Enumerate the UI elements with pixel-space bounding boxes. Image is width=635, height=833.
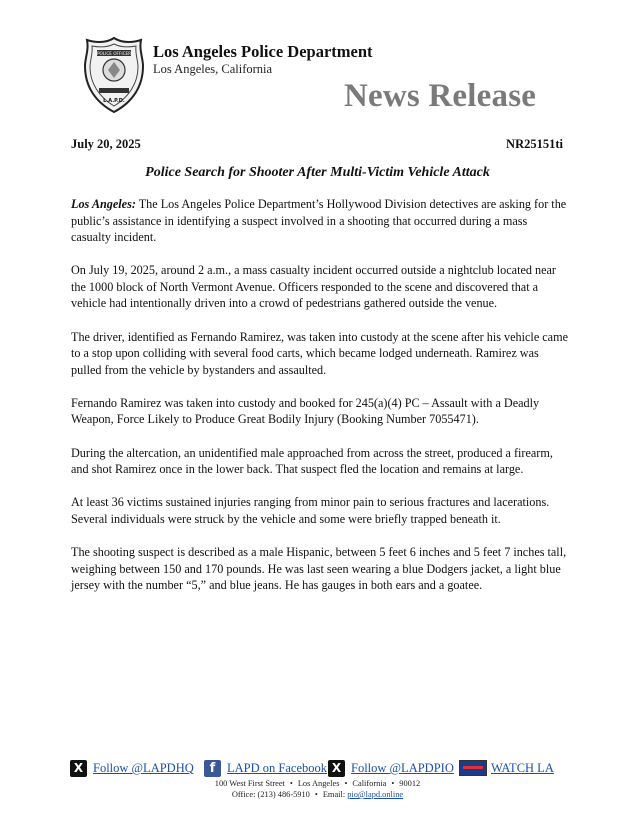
paragraph-suspect-description: The shooting suspect is described as a male Hispanic, between 5 feet 6 inches and 5 feet 7 inches tall, weighing between 150 and 170 pounds. He was last seen wearing a blue Dodgers jacket, a light blue jersey with the number “5,” and blue jeans. He has gauges in both ears and a goatee. bbox=[71, 544, 567, 593]
footer-contact bbox=[0, 790, 635, 799]
email-label: Email: bbox=[322, 790, 346, 799]
release-date: July 20, 2025 bbox=[71, 137, 141, 151]
paragraph-victims: At least 36 victims sustained injuries ranging from minor pain to serious fractures and lacerations. Several individuals were struck by the vehicle and some were briefly trapped beneath it. bbox=[71, 495, 550, 526]
footer-address bbox=[0, 779, 635, 788]
address-zip: 90012 bbox=[399, 779, 421, 788]
department-name: Los Angeles Police Department bbox=[153, 42, 373, 61]
badge-top-text: POLICE OFFICER bbox=[96, 51, 132, 56]
news-release-title: News Release bbox=[344, 78, 537, 114]
address-street: 100 West First Street bbox=[214, 779, 285, 788]
separator-dot: • bbox=[391, 779, 395, 788]
social-links bbox=[70, 760, 570, 778]
paragraph-driver: The driver, identified as Fernando Ramirez, was taken into custody at the scene after his vehicle came to a stop upon colliding with several food carts, which became lodged underneath. Ramirez was pulled from the vehicle by bystanders and assaulted. bbox=[71, 329, 568, 377]
dateline: Los Angeles: bbox=[71, 197, 136, 211]
facebook-icon[interactable]: f bbox=[204, 760, 221, 777]
release-body bbox=[71, 196, 568, 610]
address-state: California bbox=[352, 779, 387, 788]
follow-lapdhq-link[interactable]: Follow @LAPDHQ bbox=[93, 761, 194, 775]
paragraph-booking: Fernando Ramirez was taken into custody and booked for 245(a)(4) PC – Assault with a Deadly Weapon, Force Likely to Produce Great Bodily Injury (Booking Number 7055471). bbox=[71, 395, 540, 427]
badge-bottom-text: L.A.P.D. bbox=[103, 98, 125, 104]
paragraph-intro bbox=[71, 196, 568, 246]
watch-la-link-group[interactable] bbox=[459, 760, 554, 776]
follow-hq-link-group[interactable] bbox=[70, 760, 194, 777]
office-phone: Office: (213) 486-5910 bbox=[231, 790, 310, 799]
lapd-badge-icon bbox=[83, 36, 145, 114]
facebook-link-group[interactable] bbox=[204, 760, 327, 777]
headline: Police Search for Shooter After Multi-Victim Vehicle Attack bbox=[145, 165, 490, 180]
follow-lapdpio-link[interactable]: Follow @LAPDPIO bbox=[351, 761, 454, 775]
department-location: Los Angeles, California bbox=[153, 62, 273, 76]
paragraph-incident: On July 19, 2025, around 2 a.m., a mass casualty incident occurred outside a nightclub located near the 1000 block of North Vermont Avenue. Officers responded to the scene and discovered that a vehicle had intentionally driven into a crowd of pedestrians gathered outside the venue. bbox=[71, 263, 556, 311]
paragraph-intro-text: The Los Angeles Police Department’s Hollywood Division detectives are asking for the public’s assistance in identifying a suspect involved in a shooting that occurred during a mass casualty incident. bbox=[71, 197, 567, 245]
address-city: Los Angeles bbox=[297, 779, 340, 788]
follow-pio-link-group[interactable] bbox=[328, 760, 454, 777]
email-link[interactable]: pio@lapd.online bbox=[347, 790, 404, 799]
watch-la-icon[interactable] bbox=[459, 760, 487, 776]
lapd-facebook-link[interactable]: LAPD on Facebook bbox=[227, 761, 327, 775]
separator-dot: • bbox=[314, 790, 318, 799]
x-logo-icon[interactable]: X bbox=[70, 760, 87, 777]
release-number: NR25151ti bbox=[506, 137, 563, 151]
x-logo-icon[interactable]: X bbox=[328, 760, 345, 777]
separator-dot: • bbox=[344, 779, 348, 788]
separator-dot: • bbox=[289, 779, 293, 788]
paragraph-shooting: During the altercation, an unidentified male approached from across the street, produced a firearm, and shot Ramirez once in the lower back. That suspect fled the location and remains at large. bbox=[71, 445, 553, 477]
watch-la-link[interactable]: WATCH LA bbox=[491, 760, 554, 775]
